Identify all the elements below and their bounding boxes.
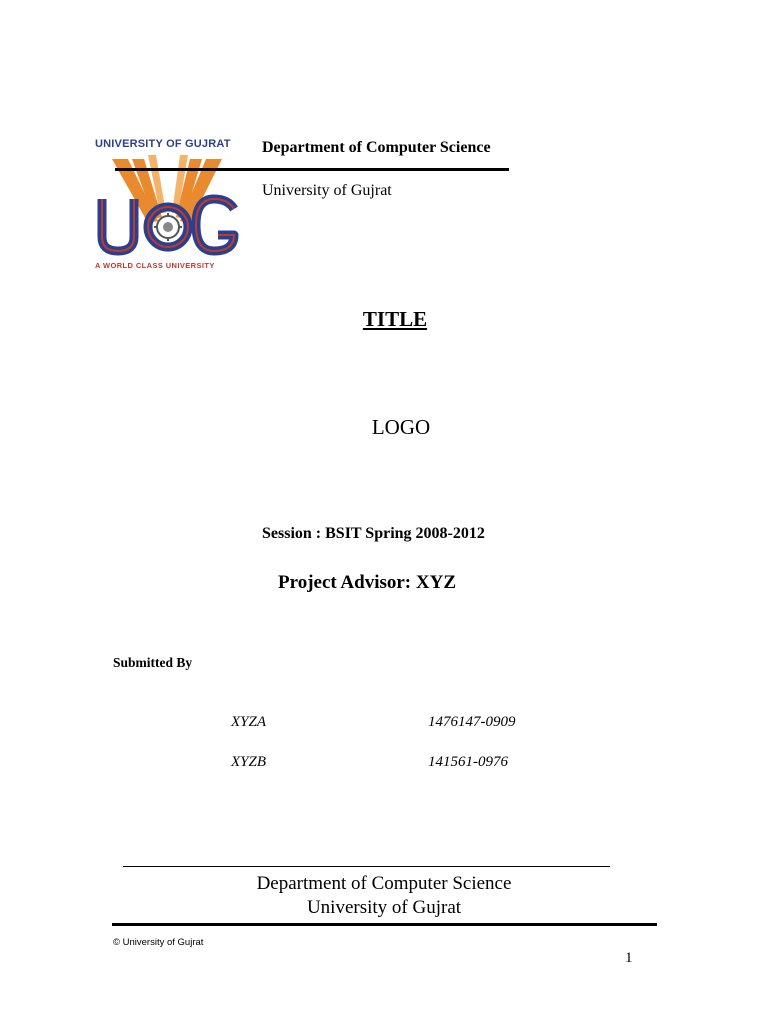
project-advisor: Project Advisor: XYZ [278, 572, 457, 593]
logo-top-text: UNIVERSITY OF GUJRAT [95, 138, 231, 150]
header-divider [115, 168, 509, 171]
logo-placeholder-text: LOGO [371, 415, 431, 439]
page-number: 1 [625, 950, 633, 966]
footer-department: Department of Computer Science [256, 873, 512, 894]
university-logo [92, 135, 244, 275]
student-name: XYZA [231, 714, 267, 730]
student-id: 141561-0976 [428, 754, 508, 770]
footer-block [0, 872, 768, 920]
student-name: XYZB [231, 754, 267, 770]
document-title: TITLE [362, 307, 428, 331]
copyright-notice: © University of Gujrat [113, 937, 204, 948]
header-department: Department of Computer Science [262, 139, 491, 156]
footer-university: University of Gujrat [306, 897, 462, 918]
student-id: 1476147-0909 [428, 714, 516, 730]
submitted-by-label: Submitted By [113, 655, 193, 670]
footer-thin-divider [123, 866, 610, 867]
session-line: Session : BSIT Spring 2008-2012 [262, 525, 485, 542]
footer-thick-divider [112, 923, 657, 926]
header-university: University of Gujrat [262, 182, 392, 199]
logo-tagline: A WORLD CLASS UNIVERSITY [95, 261, 215, 270]
